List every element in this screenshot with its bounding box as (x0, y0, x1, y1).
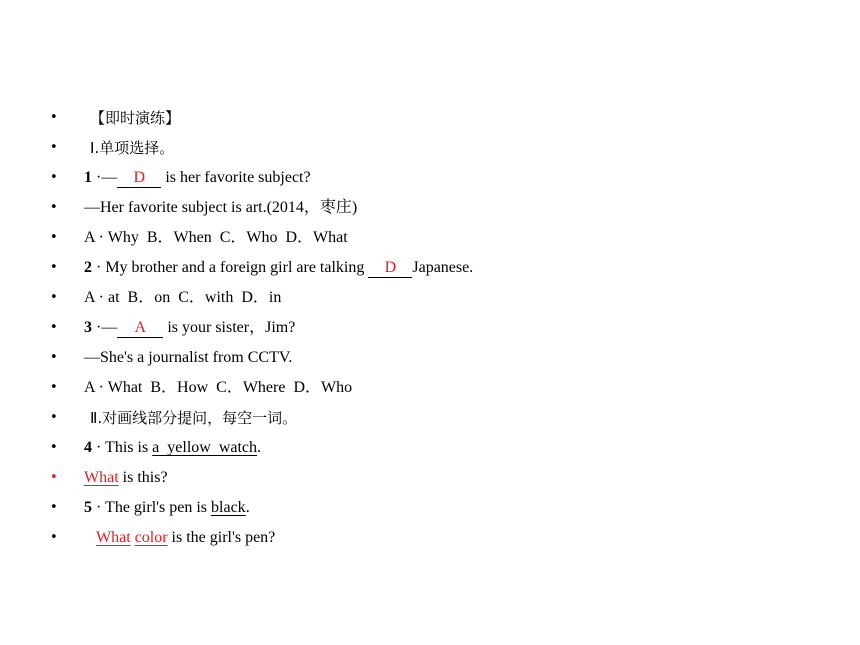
question-2-options: A · at B．on C．with D．in (84, 289, 282, 306)
bullet: • (50, 320, 58, 335)
question-number: 2 (84, 259, 92, 276)
dash: — (101, 169, 118, 186)
bullet: • (50, 440, 58, 455)
line-q5 (0, 493, 860, 523)
question-1 (84, 163, 311, 193)
line-q2-options (0, 283, 860, 313)
line-q5-answer (0, 523, 860, 553)
answer-text: is the girl's pen? (171, 529, 276, 546)
question-text: is her favorite subject? (165, 169, 311, 186)
separator: · (96, 499, 102, 516)
line-section-1 (0, 133, 860, 163)
question-5-answer (96, 523, 275, 553)
line-q1-options (0, 223, 860, 253)
line-section-2 (0, 403, 860, 433)
answer-text: A (134, 319, 147, 336)
section-2-title: Ⅱ.对画线部分提问，每空一词。 (90, 409, 298, 427)
separator: · (96, 439, 102, 456)
bullet: • (50, 500, 58, 515)
separator: · (96, 259, 102, 276)
answer-blank (117, 317, 163, 338)
question-4-answer (84, 463, 168, 493)
bullet: • (50, 530, 58, 545)
line-q3-reply (0, 343, 860, 373)
underlined-phrase: a yellow watch (152, 439, 258, 456)
question-text: This is (105, 439, 149, 456)
answer-text: D (133, 169, 146, 186)
answer-text: is this? (122, 469, 168, 486)
question-3 (84, 313, 295, 343)
question-text-end: . (245, 499, 250, 516)
question-number: 1 (84, 169, 92, 186)
line-q1-reply (0, 193, 860, 223)
bullet: • (50, 140, 58, 155)
question-text: is your sister，Jim? (167, 319, 296, 336)
line-q4-answer (0, 463, 860, 493)
line-q4 (0, 433, 860, 463)
bullet: • (50, 170, 58, 185)
separator: · (96, 319, 102, 336)
bullet: • (50, 200, 58, 215)
bullet: • (50, 380, 58, 395)
separator: · (96, 169, 102, 186)
question-text-end: Japanese. (412, 259, 474, 276)
line-q3 (0, 313, 860, 343)
answer-word: What (96, 529, 131, 546)
bullet: • (50, 290, 58, 305)
answer-word: color (134, 529, 168, 546)
bullet: • (50, 470, 58, 485)
bullet: • (50, 410, 58, 425)
question-2 (84, 253, 473, 283)
answer-word: What (84, 469, 119, 486)
question-number: 3 (84, 319, 92, 336)
line-q3-options (0, 373, 860, 403)
underlined-phrase: black (211, 499, 246, 516)
question-text: My brother and a foreign girl are talking (105, 259, 365, 276)
question-4 (84, 433, 261, 463)
question-text: The girl's pen is (105, 499, 208, 516)
bullet: • (50, 230, 58, 245)
question-number: 4 (84, 439, 92, 456)
question-number: 5 (84, 499, 92, 516)
line-q2 (0, 253, 860, 283)
line-q1 (0, 163, 860, 193)
bullet: • (50, 110, 58, 125)
question-3-reply: —She's a journalist from CCTV. (84, 349, 293, 366)
question-1-reply: —Her favorite subject is art.(2014，枣庄) (84, 199, 358, 216)
question-3-options: A · What B．How C．Where D．Who (84, 379, 353, 396)
section-1-title: Ⅰ.单项选择。 (90, 139, 175, 157)
bullet: • (50, 350, 58, 365)
question-text-end: . (257, 439, 262, 456)
dash: — (101, 319, 118, 336)
line-header (0, 103, 860, 133)
answer-blank (117, 167, 161, 188)
exercise-header: 【即时演练】 (90, 109, 181, 127)
question-1-options: A · Why B．When C．Who D．What (84, 229, 348, 246)
answer-blank (368, 257, 412, 278)
answer-text: D (384, 259, 397, 276)
question-5 (84, 493, 250, 523)
bullet: • (50, 260, 58, 275)
